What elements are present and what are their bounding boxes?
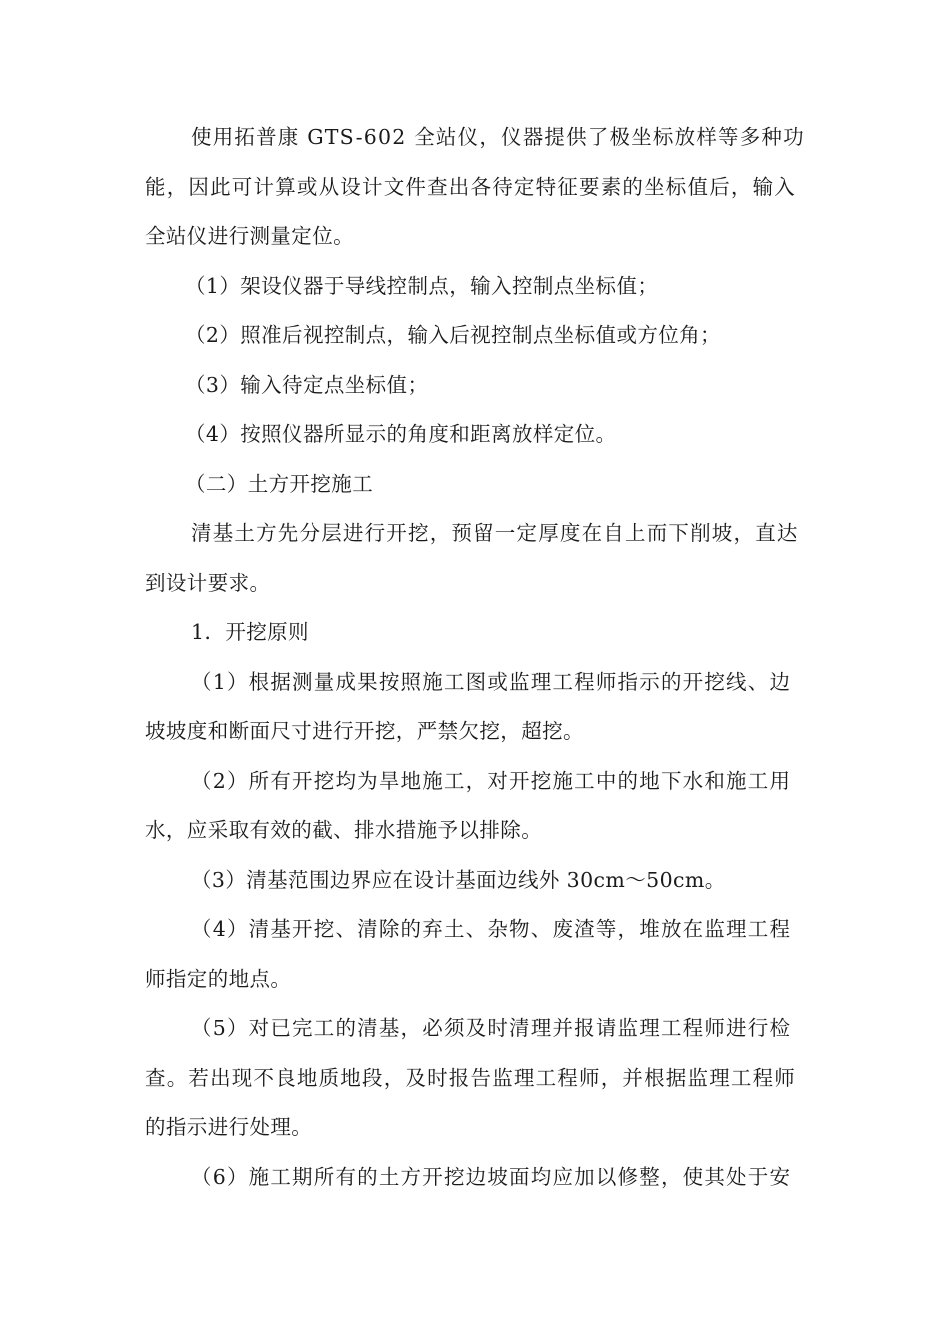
paragraph-line: 清基土方先分层进行开挖，预留一定厚度在自上而下削坡，直达 bbox=[191, 521, 799, 545]
list-item: （4）清基开挖、清除的弃土、杂物、废渣等，堆放在监理工程 bbox=[191, 917, 792, 941]
list-item: （2）照准后视控制点，输入后视控制点坐标值或方位角； bbox=[185, 323, 721, 347]
list-item: （4）按照仪器所显示的角度和距离放样定位。 bbox=[185, 422, 617, 446]
list-item: （1）根据测量成果按照施工图或监理工程师指示的开挖线、边 bbox=[191, 669, 792, 694]
paragraph-line: 坡坡度和断面尺寸进行开挖，严禁欠挖，超挖。 bbox=[145, 719, 584, 743]
paragraph-line: 水，应采取有效的截、排水措施予以排除。 bbox=[145, 818, 543, 842]
list-item: （6）施工期所有的土方开挖边坡面均应加以修整，使其处于安 bbox=[191, 1164, 792, 1189]
paragraph-line: 师指定的地点。 bbox=[145, 966, 292, 991]
list-item: （1）架设仪器于导线控制点，输入控制点坐标值； bbox=[185, 273, 659, 298]
paragraph-line: 能，因此可计算或从设计文件查出各待定特征要素的坐标值后，输入 bbox=[145, 174, 796, 199]
paragraph-line: 使用拓普康 GTS-602 全站仪，仪器提供了极坐标放样等多种功 bbox=[191, 125, 805, 149]
list-item: （3）输入待定点坐标值； bbox=[185, 372, 429, 397]
subsection-heading: 1．开挖原则 bbox=[191, 620, 309, 644]
paragraph-line: 查。若出现不良地质地段，及时报告监理工程师，并根据监理工程师 bbox=[145, 1065, 796, 1090]
list-item: （5）对已完工的清基，必须及时清理并报请监理工程师进行检 bbox=[191, 1016, 792, 1040]
section-heading: （二）土方开挖施工 bbox=[185, 471, 374, 496]
paragraph-line: 的指示进行处理。 bbox=[145, 1115, 313, 1139]
list-item: （3）清基范围边界应在设计基面边线外 30cm～50cm。 bbox=[191, 867, 726, 892]
document-body bbox=[145, 113, 810, 1202]
paragraph-line: 全站仪进行测量定位。 bbox=[145, 224, 354, 248]
list-item: （2）所有开挖均为旱地施工，对开挖施工中的地下水和施工用 bbox=[191, 768, 792, 793]
paragraph-line: 到设计要求。 bbox=[145, 570, 271, 595]
